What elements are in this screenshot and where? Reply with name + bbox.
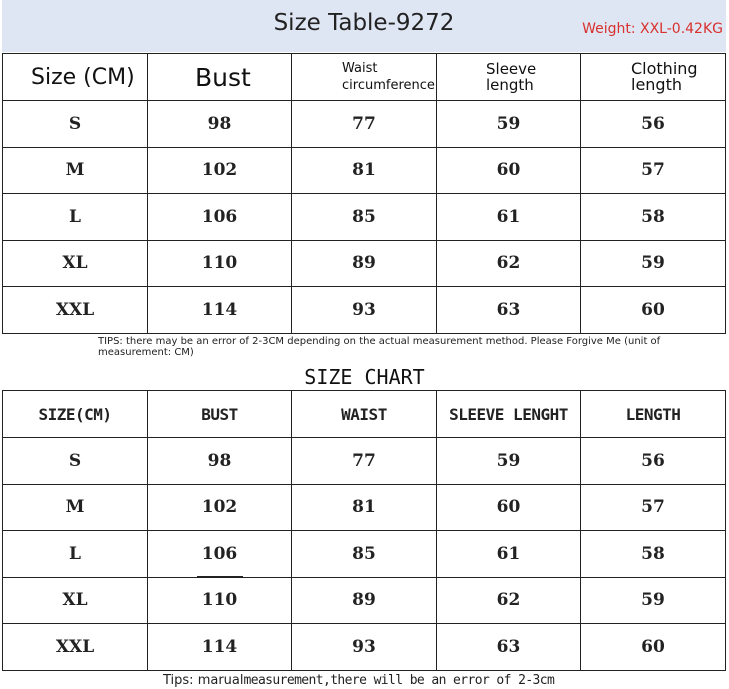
header-banner [2, 0, 726, 52]
header-clothing-length: Clothing length [581, 54, 726, 101]
cell-bust: 110 [148, 577, 292, 624]
cell-length: 59 [581, 240, 726, 287]
size-table-2 [2, 390, 726, 671]
table-row [3, 101, 726, 148]
cell-length: 58 [581, 194, 726, 241]
measurement-tips-2 [163, 671, 554, 689]
cell-size: XL [3, 240, 148, 287]
size-table-1 [2, 53, 726, 334]
tips2-prefix: Tips: marual [163, 673, 244, 688]
table-row [3, 287, 726, 334]
cell-sleeve: 61 [437, 531, 581, 578]
cell-bust: 106 [148, 194, 292, 241]
cell-length: 56 [581, 438, 726, 485]
table-row [3, 531, 726, 578]
header-waist: WAIST [292, 391, 437, 438]
cell-bust: 106 [148, 531, 292, 578]
cell-waist: 85 [292, 194, 437, 241]
cell-sleeve: 59 [437, 101, 581, 148]
cell-size: M [3, 147, 148, 194]
cell-waist: 81 [292, 484, 437, 531]
cell-waist: 81 [292, 147, 437, 194]
table-header-row [3, 391, 726, 438]
table-row [3, 484, 726, 531]
cell-size: L [3, 531, 148, 578]
header-bust: BUST [148, 391, 292, 438]
cell-bust: 114 [148, 287, 292, 334]
cell-length: 57 [581, 484, 726, 531]
cell-size: S [3, 101, 148, 148]
table-row [3, 147, 726, 194]
table-row [3, 438, 726, 485]
cell-sleeve: 62 [437, 577, 581, 624]
cell-sleeve: 60 [437, 484, 581, 531]
table-header-row [3, 54, 726, 101]
cell-length: 60 [581, 624, 726, 671]
cell-waist: 93 [292, 287, 437, 334]
table-row [3, 194, 726, 241]
table-row [3, 624, 726, 671]
cell-size: M [3, 484, 148, 531]
header-sleeve: Sleeve length [437, 54, 581, 101]
header-waist: Waist circumference [292, 54, 437, 101]
header-size: Size (CM) [3, 54, 148, 101]
table-row [3, 240, 726, 287]
cell-sleeve: 61 [437, 194, 581, 241]
header-length: LENGTH [581, 391, 726, 438]
cell-sleeve: 59 [437, 438, 581, 485]
header-sleeve: SLEEVE LENGHT [437, 391, 581, 438]
table-row [3, 577, 726, 624]
cell-bust: 98 [148, 438, 292, 485]
cell-length: 58 [581, 531, 726, 578]
cell-length: 60 [581, 287, 726, 334]
cell-length: 56 [581, 101, 726, 148]
cell-sleeve: 60 [437, 147, 581, 194]
underline-mark [197, 576, 243, 578]
cell-waist: 89 [292, 240, 437, 287]
weight-note: Weight: XXL-0.42KG [582, 21, 723, 37]
cell-sleeve: 63 [437, 287, 581, 334]
header-bust: Bust [148, 54, 292, 101]
cell-waist: 85 [292, 531, 437, 578]
cell-size: XXL [3, 624, 148, 671]
cell-bust: 102 [148, 147, 292, 194]
tips2-text: measurement,there will be an error of 2-3cm [243, 673, 555, 688]
measurement-tips: TIPS: there may be an error of 2-3CM depending on the actual measurement method. Please Forgive Me (unit of measurement: CM) [98, 336, 661, 358]
page-title: Size Table-9272 [273, 10, 455, 36]
cell-size: L [3, 194, 148, 241]
cell-waist: 77 [292, 438, 437, 485]
cell-waist: 93 [292, 624, 437, 671]
cell-bust: 110 [148, 240, 292, 287]
cell-size: XXL [3, 287, 148, 334]
cell-length: 57 [581, 147, 726, 194]
size-chart-title: SIZE CHART [304, 365, 425, 389]
cell-length: 59 [581, 577, 726, 624]
cell-size: S [3, 438, 148, 485]
cell-waist: 77 [292, 101, 437, 148]
cell-waist: 89 [292, 577, 437, 624]
cell-sleeve: 62 [437, 240, 581, 287]
cell-size: XL [3, 577, 148, 624]
header-size: SIZE(CM) [3, 391, 148, 438]
cell-bust: 98 [148, 101, 292, 148]
cell-bust: 114 [148, 624, 292, 671]
cell-sleeve: 63 [437, 624, 581, 671]
cell-bust: 102 [148, 484, 292, 531]
